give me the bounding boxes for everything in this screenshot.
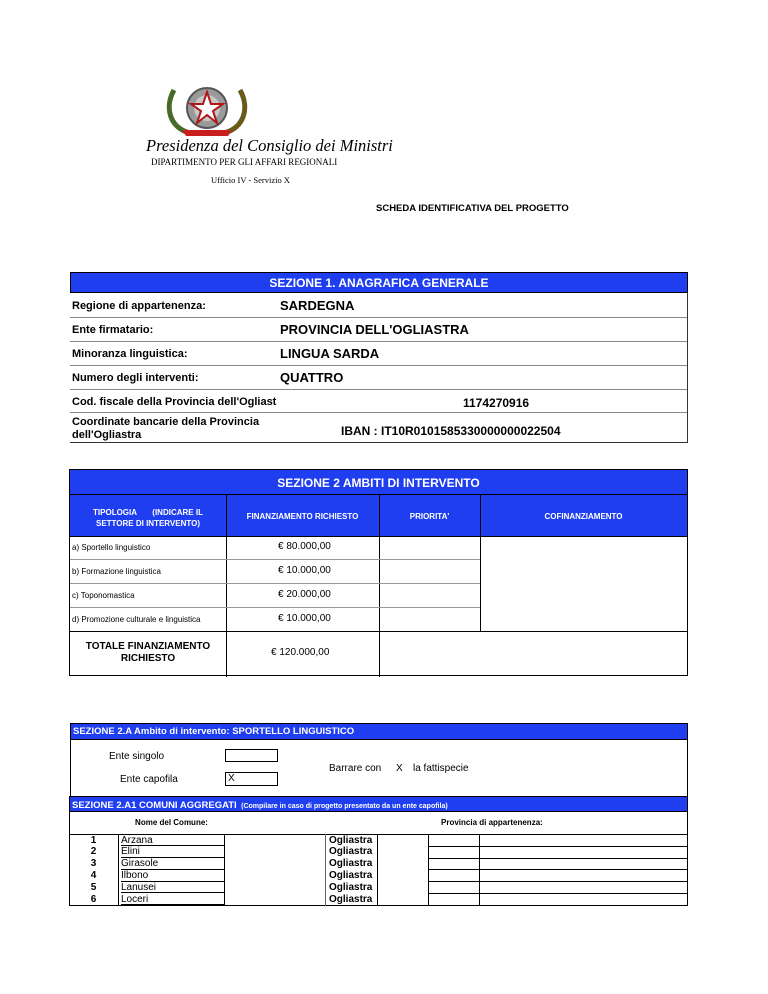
ente-singolo-label: Ente singolo — [109, 751, 165, 762]
ente-singolo-checkbox[interactable] — [225, 749, 278, 762]
header-title: Presidenza del Consiglio dei Ministri — [146, 136, 393, 155]
minoranza-label: Minoranza linguistica: — [72, 348, 188, 360]
col-priorita: PRIORITA' — [409, 512, 450, 521]
comune-name: Arzana — [121, 835, 224, 847]
comune-row-divider — [428, 881, 687, 882]
importo-a: € 80.000,00 — [278, 541, 331, 552]
bank-label-1: Coordinate bancarie della Provincia — [72, 416, 260, 428]
importo-d: € 10.000,00 — [278, 613, 331, 624]
sezione2-title: SEZIONE 2 AMBITI DI INTERVENTO — [277, 476, 480, 490]
comune-row-divider — [428, 858, 687, 859]
cf-label: Cod. fiscale della Provincia dell'Ogliast — [72, 396, 277, 408]
sezione2a-title — [70, 723, 688, 740]
barrare-label: Barrare con — [329, 763, 382, 774]
sezione2-table — [69, 469, 688, 676]
comune-provincia: Ogliastra — [329, 846, 373, 858]
interventi-label: Numero degli interventi: — [72, 372, 199, 384]
comune-provincia: Ogliastra — [329, 893, 373, 905]
ente-value: PROVINCIA DELL'OGLIASTRA — [280, 322, 469, 337]
col-comune: Nome del Comune: — [135, 818, 208, 827]
sezione2a1-subtitle: (Compilare in caso di progetto presentato da un ente capofila) — [241, 803, 448, 810]
col-tipologia-2: SETTORE DI INTERVENTO) — [95, 519, 200, 528]
sezione1-title-text: SEZIONE 1. ANAGRAFICA GENERALE — [269, 276, 489, 290]
col-provincia: Provincia di appartenenza: — [441, 818, 543, 827]
bank-label-2: dell'Ogliastra — [72, 429, 142, 441]
comune-row-divider — [428, 893, 687, 894]
col-finanziamento: FINANZIAMENTO RICHIESTO — [246, 512, 359, 521]
comune-name: Loceri — [121, 894, 224, 906]
barrare-x: X — [396, 763, 403, 774]
comune-provincia: Ogliastra — [329, 834, 373, 846]
ente-label: Ente firmatario: — [72, 324, 154, 336]
col-cofinanziamento: COFINANZIAMENTO — [544, 512, 623, 521]
header-office: Ufficio IV - Servizio X — [211, 175, 291, 185]
emblem-logo — [160, 78, 254, 140]
comune-number: 3 — [90, 858, 97, 870]
regione-value: SARDEGNA — [280, 298, 355, 313]
form-title: SCHEDA IDENTIFICATIVA DEL PROGETTO — [376, 203, 569, 214]
comune-number: 2 — [90, 846, 97, 858]
comune-number: 1 — [90, 834, 97, 846]
comune-row-divider — [428, 869, 687, 870]
tipologia-c: c) Toponomastica — [72, 591, 135, 600]
sezione2a-title-text: SEZIONE 2.A Ambito di intervento: SPORTELLO LINGUISTICO — [73, 726, 355, 737]
comune-row-divider — [428, 905, 687, 906]
comune-name: Ilbono — [121, 870, 224, 882]
header-department: DIPARTIMENTO PER GLI AFFARI REGIONALI — [151, 157, 338, 167]
totale-label-2: RICHIESTO — [120, 653, 176, 664]
comune-provincia: Ogliastra — [329, 858, 373, 870]
tipologia-a: a) Sportello linguistico — [72, 543, 151, 552]
tipologia-b: b) Formazione linguistica — [72, 567, 161, 576]
ente-capofila-label: Ente capofila — [120, 774, 178, 785]
ente-capofila-checkbox[interactable]: X — [225, 772, 278, 786]
sezione2a-box — [70, 723, 688, 798]
comune-number: 4 — [90, 869, 97, 881]
totale-label-1: TOTALE FINANZIAMENTO — [85, 641, 211, 652]
comune-row-divider — [428, 846, 687, 847]
col-tipologia-1: TIPOLOGIA (INDICARE IL — [93, 508, 203, 517]
tipologia-d: d) Promozione culturale e linguistica — [72, 615, 201, 624]
importo-b: € 10.000,00 — [278, 565, 331, 576]
comune-provincia: Ogliastra — [329, 881, 373, 893]
comune-number: 5 — [90, 881, 97, 893]
comune-provincia: Ogliastra — [329, 869, 373, 881]
minoranza-value: LINGUA SARDA — [280, 346, 380, 361]
sezione2a1-header — [69, 796, 688, 812]
importo-c: € 20.000,00 — [278, 589, 331, 600]
sezione1-title — [70, 272, 688, 293]
bank-value: IBAN : IT10R0101585330000000022504 — [341, 424, 561, 438]
comune-name: Lanusei — [121, 882, 224, 894]
totale-value: € 120.000,00 — [271, 647, 330, 658]
sezione2a1-table — [69, 796, 688, 906]
comune-number: 6 — [90, 893, 97, 905]
sezione2a1-title: SEZIONE 2.A1 COMUNI AGGREGATI — [72, 800, 237, 811]
cf-value: 1174270916 — [463, 396, 530, 410]
comune-name: Elini — [121, 846, 224, 858]
interventi-value: QUATTRO — [280, 370, 344, 385]
comune-name: Girasole — [121, 858, 224, 870]
regione-label: Regione di appartenenza: — [72, 300, 206, 312]
sezione1-table — [70, 293, 688, 443]
fattispecie-label: la fattispecie — [413, 763, 469, 774]
